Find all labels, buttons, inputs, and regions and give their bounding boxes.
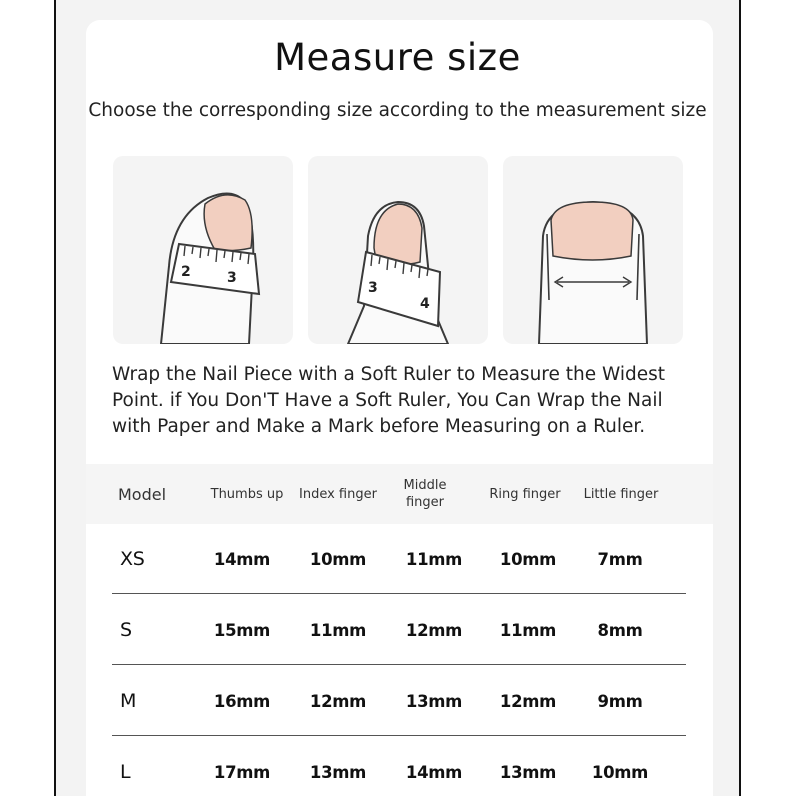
- instructions-line: Point. if You Don'T Have a Soft Ruler, You Can Wrap the Nail: [112, 390, 663, 411]
- cell-little-finger: 7mm: [597, 549, 643, 569]
- cell-index-finger: 11mm: [309, 620, 367, 640]
- instructions-line: with Paper and Make a Mark before Measuring on a Ruler.: [112, 416, 646, 437]
- cell-ring-finger: 10mm: [499, 549, 557, 569]
- table-row: [112, 524, 686, 594]
- ruler-wrapped-finger-icon: [308, 156, 488, 344]
- table-row: [112, 595, 686, 665]
- row-divider: [112, 593, 686, 594]
- illustration-thumb-ruler: [113, 156, 293, 344]
- header-index-finger: Index finger: [299, 486, 377, 502]
- cell-middle-finger: 14mm: [405, 762, 463, 782]
- row-model: XS: [120, 548, 145, 570]
- cell-little-finger: 8mm: [597, 620, 643, 640]
- illustration-finger-ruler: [308, 156, 488, 344]
- table-row: [112, 666, 686, 736]
- ruler-number: 4: [420, 296, 430, 312]
- nail-width-arrow-icon: [503, 156, 683, 344]
- ruler-wrapped-thumb-icon: [113, 156, 293, 344]
- cell-little-finger: 10mm: [591, 762, 649, 782]
- instructions-line: Wrap the Nail Piece with a Soft Ruler to Measure the Widest: [112, 364, 666, 385]
- cell-thumbs-up: 16mm: [213, 691, 271, 711]
- cell-ring-finger: 12mm: [499, 691, 557, 711]
- instructions-text: [112, 362, 712, 440]
- header-thumbs-up: Thumbs up: [210, 486, 284, 502]
- row-model: S: [120, 619, 132, 641]
- cell-index-finger: 13mm: [309, 762, 367, 782]
- cell-ring-finger: 11mm: [499, 620, 557, 640]
- header-ring-finger: Ring finger: [489, 486, 561, 502]
- cell-middle-finger: 13mm: [405, 691, 463, 711]
- header-little-finger: Little finger: [583, 486, 659, 502]
- header-middle-finger: Middle finger: [403, 478, 447, 510]
- cell-thumbs-up: 15mm: [213, 620, 271, 640]
- row-model: M: [120, 690, 137, 712]
- page-subtitle: Choose the corresponding size according to the measurement size: [88, 100, 707, 121]
- cell-index-finger: 10mm: [309, 549, 367, 569]
- row-model: L: [120, 761, 131, 783]
- header-model: Model: [118, 484, 167, 504]
- page-title: Measure size: [274, 36, 521, 79]
- ruler-number: 2: [181, 264, 191, 280]
- cell-ring-finger: 13mm: [499, 762, 557, 782]
- cell-thumbs-up: 14mm: [213, 549, 271, 569]
- row-divider: [112, 664, 686, 665]
- table-row: [112, 737, 686, 807]
- ruler-number: 3: [227, 270, 237, 286]
- illustration-nail-width: [503, 156, 683, 344]
- cell-index-finger: 12mm: [309, 691, 367, 711]
- cell-little-finger: 9mm: [597, 691, 643, 711]
- cell-middle-finger: 12mm: [405, 620, 463, 640]
- cell-thumbs-up: 17mm: [213, 762, 271, 782]
- ruler-number: 3: [368, 280, 378, 296]
- cell-middle-finger: 11mm: [405, 549, 463, 569]
- row-divider: [112, 735, 686, 736]
